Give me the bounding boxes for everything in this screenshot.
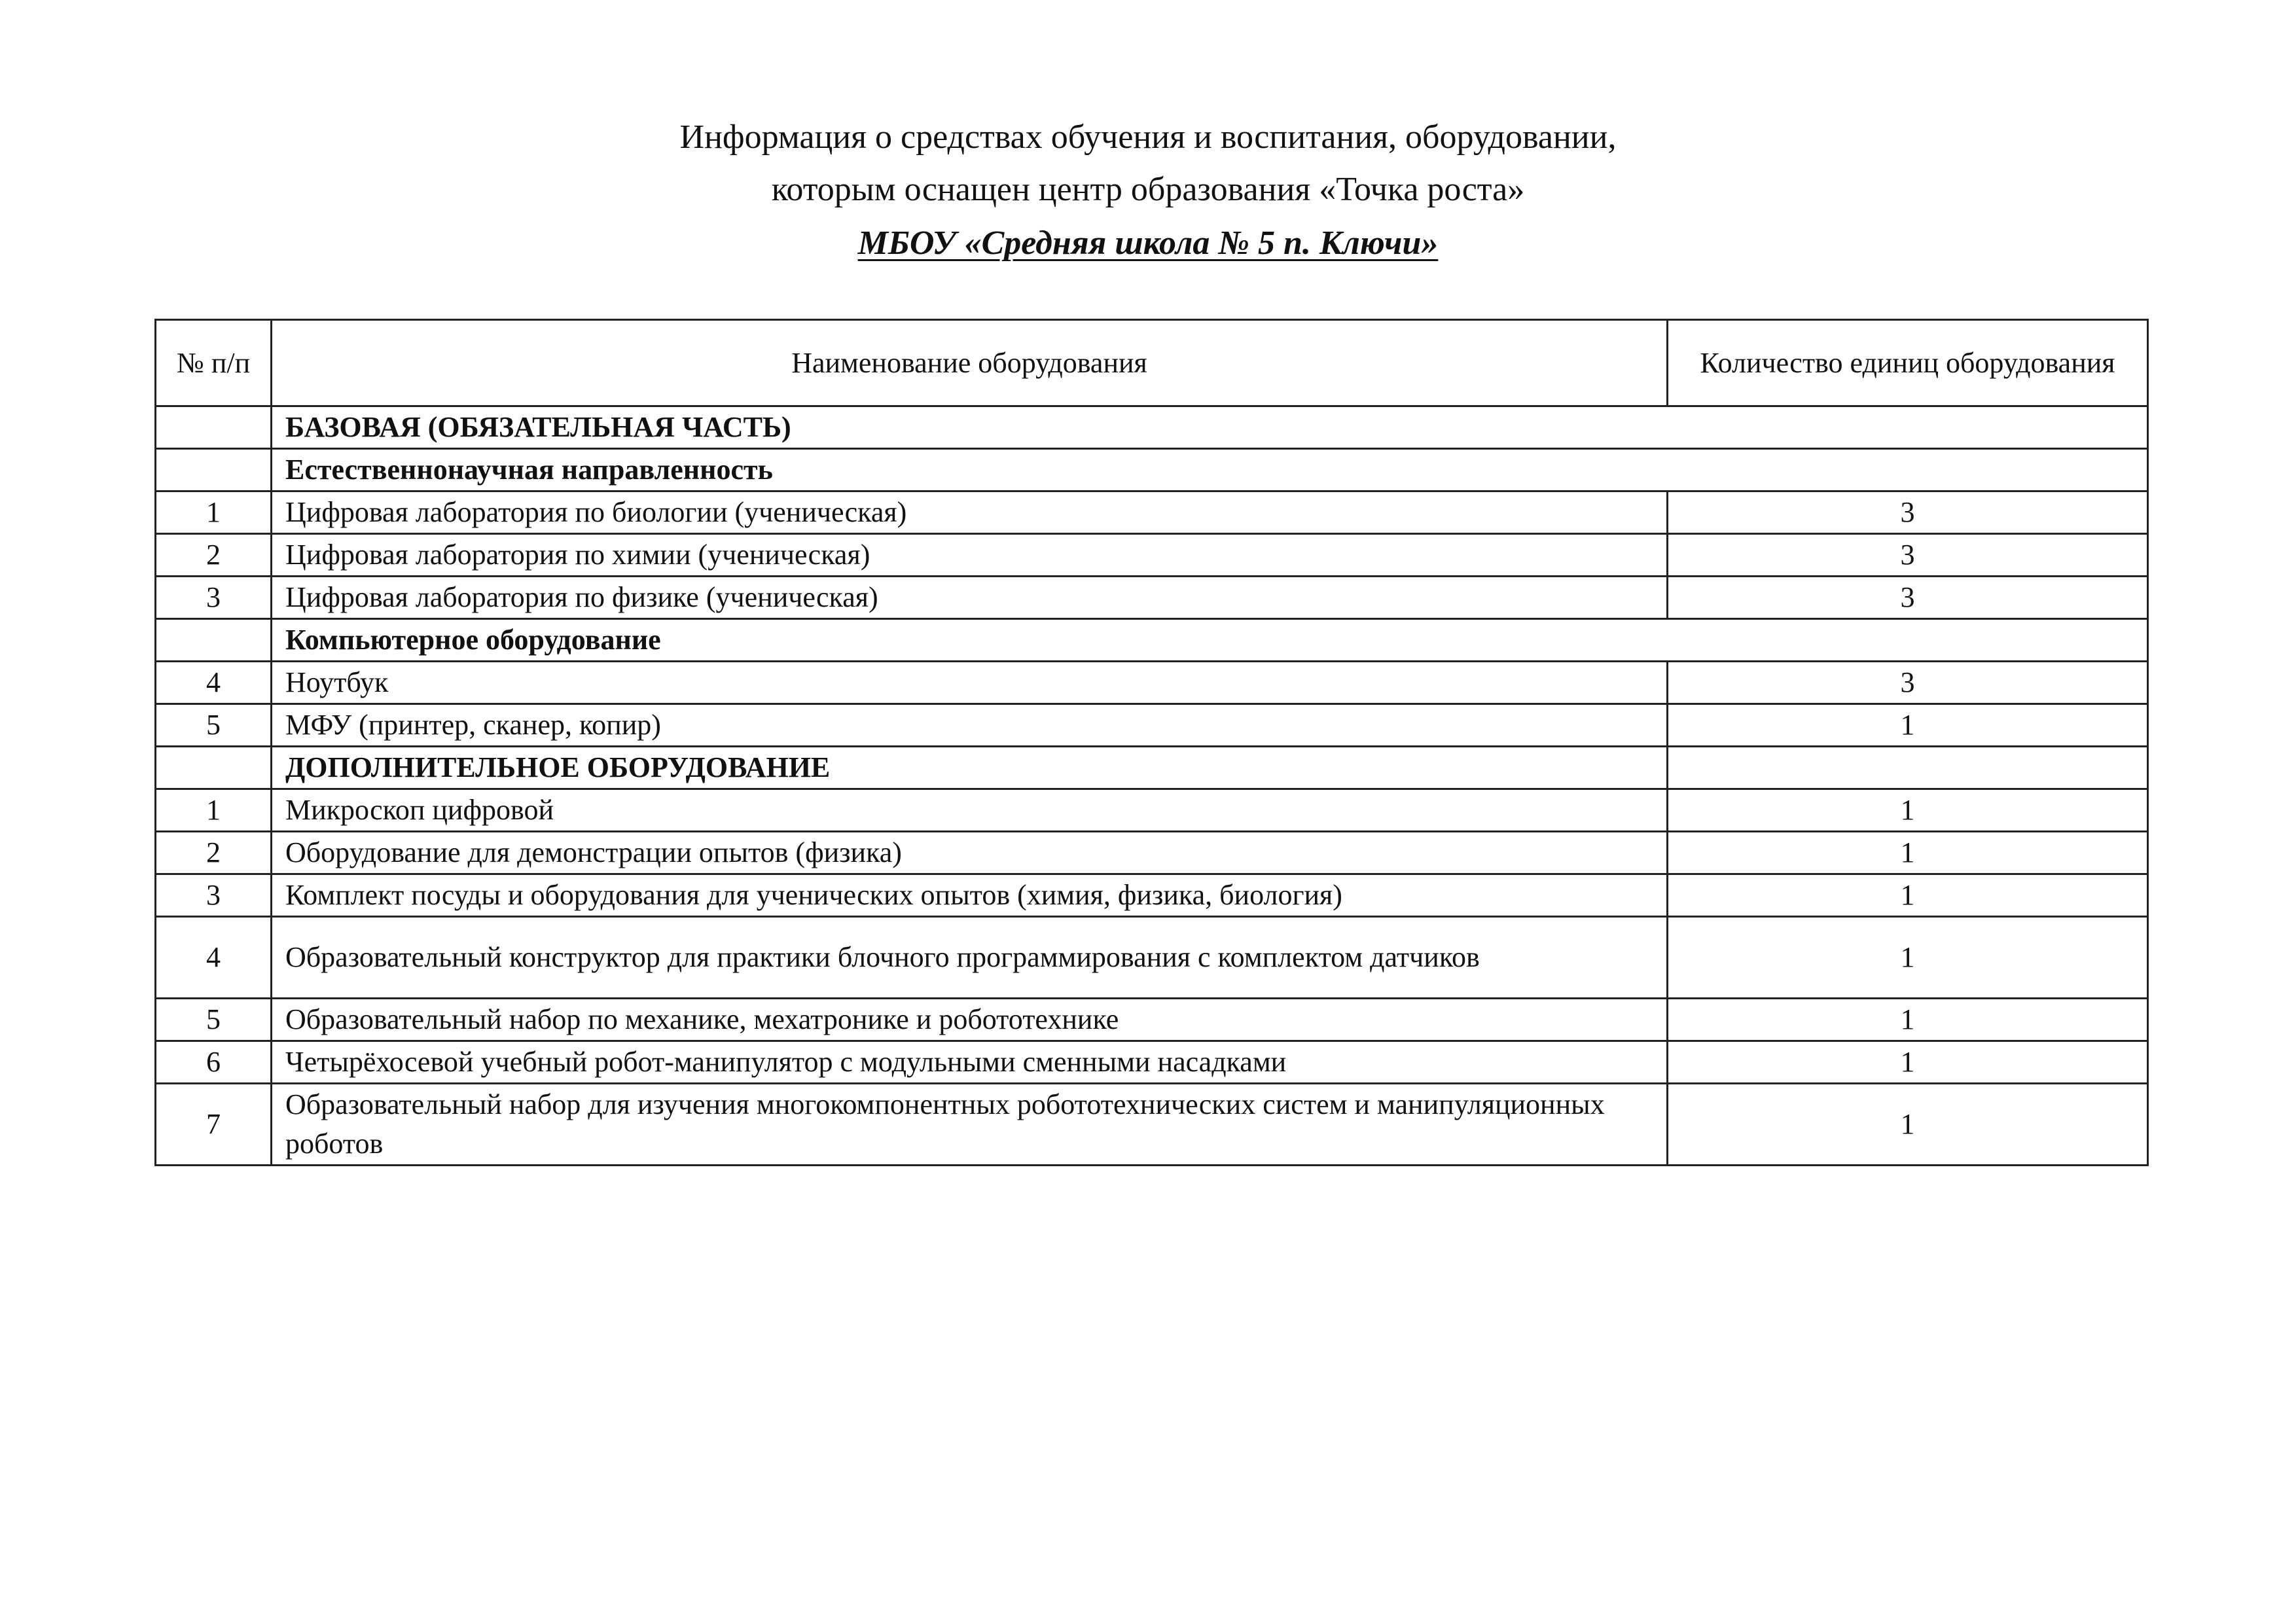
item-name: Образовательный набор по механике, мехатронике и робототехнике (272, 999, 1668, 1041)
heading-line-1: Информация о средствах обучения и воспитания, оборудовании, (679, 118, 1617, 156)
table-row (156, 577, 2148, 619)
item-name: Оборудование для демонстрации опытов (физика) (272, 832, 1668, 874)
item-qty: 3 (1668, 491, 2148, 534)
table-row (156, 789, 2148, 832)
table-row (156, 491, 2148, 534)
item-num: 5 (156, 999, 272, 1041)
section-title-computer: Компьютерное оборудование (272, 619, 2148, 662)
column-header-num: № п/п (156, 320, 272, 406)
table-row (156, 534, 2148, 577)
item-name: Образовательный набор для изучения многокомпонентных робототехнических систем и манипуляционных роботов (272, 1084, 1668, 1166)
item-num: 4 (156, 662, 272, 704)
item-num: 5 (156, 704, 272, 747)
item-qty: 1 (1668, 789, 2148, 832)
heading-line-2: которым оснащен центр образования «Точка роста» (771, 171, 1525, 208)
item-qty: 3 (1668, 534, 2148, 577)
section-row-computer (156, 619, 2148, 662)
school-name: МБОУ «Средняя школа № 5 п. Ключи» (857, 224, 1439, 262)
table-row (156, 704, 2148, 747)
item-num: 4 (156, 917, 272, 999)
item-qty: 1 (1668, 1084, 2148, 1166)
item-num: 3 (156, 874, 272, 917)
item-name: Цифровая лаборатория по физике (ученическая) (272, 577, 1668, 619)
item-qty: 1 (1668, 832, 2148, 874)
item-num: 1 (156, 789, 272, 832)
table-row (156, 917, 2148, 999)
section-num-cell (156, 747, 272, 789)
section-row-base (156, 406, 2148, 449)
table-row (156, 1084, 2148, 1166)
item-name: Комплект посуды и оборудования для ученических опытов (химия, физика, биология) (272, 874, 1668, 917)
item-name: Цифровая лаборатория по биологии (ученическая) (272, 491, 1668, 534)
section-row-additional (156, 747, 2148, 789)
item-qty: 1 (1668, 704, 2148, 747)
table-row (156, 1041, 2148, 1084)
section-num-cell (156, 619, 272, 662)
item-qty: 1 (1668, 917, 2148, 999)
column-header-qty: Количество единиц оборудования (1668, 320, 2148, 406)
item-qty: 1 (1668, 999, 2148, 1041)
item-name: Четырёхосевой учебный робот-манипулятор с модульными сменными насадками (272, 1041, 1668, 1084)
item-num: 1 (156, 491, 272, 534)
equipment-table (154, 319, 2149, 1166)
item-num: 2 (156, 832, 272, 874)
table-row (156, 999, 2148, 1041)
section-title-additional: ДОПОЛНИТЕЛЬНОЕ ОБОРУДОВАНИЕ (272, 747, 1668, 789)
section-title-science: Естественнонаучная направленность (272, 449, 2148, 491)
item-qty: 3 (1668, 577, 2148, 619)
table-header-row (156, 320, 2148, 406)
item-num: 6 (156, 1041, 272, 1084)
section-num-cell (156, 406, 272, 449)
item-num: 7 (156, 1084, 272, 1166)
item-num: 3 (156, 577, 272, 619)
table-row (156, 832, 2148, 874)
document-heading (0, 111, 2296, 270)
item-name: Микроскоп цифровой (272, 789, 1668, 832)
item-qty: 1 (1668, 1041, 2148, 1084)
item-qty: 3 (1668, 662, 2148, 704)
section-qty-cell (1668, 747, 2148, 789)
section-num-cell (156, 449, 272, 491)
item-name: МФУ (принтер, сканер, копир) (272, 704, 1668, 747)
table-row (156, 662, 2148, 704)
section-title-base: БАЗОВАЯ (ОБЯЗАТЕЛЬНАЯ ЧАСТЬ) (272, 406, 2148, 449)
column-header-name: Наименование оборудования (272, 320, 1668, 406)
section-row-science (156, 449, 2148, 491)
item-num: 2 (156, 534, 272, 577)
item-name: Цифровая лаборатория по химии (ученическая) (272, 534, 1668, 577)
item-qty: 1 (1668, 874, 2148, 917)
item-name: Ноутбук (272, 662, 1668, 704)
table-row (156, 874, 2148, 917)
item-name: Образовательный конструктор для практики блочного программирования с комплектом датчиков (272, 917, 1668, 999)
